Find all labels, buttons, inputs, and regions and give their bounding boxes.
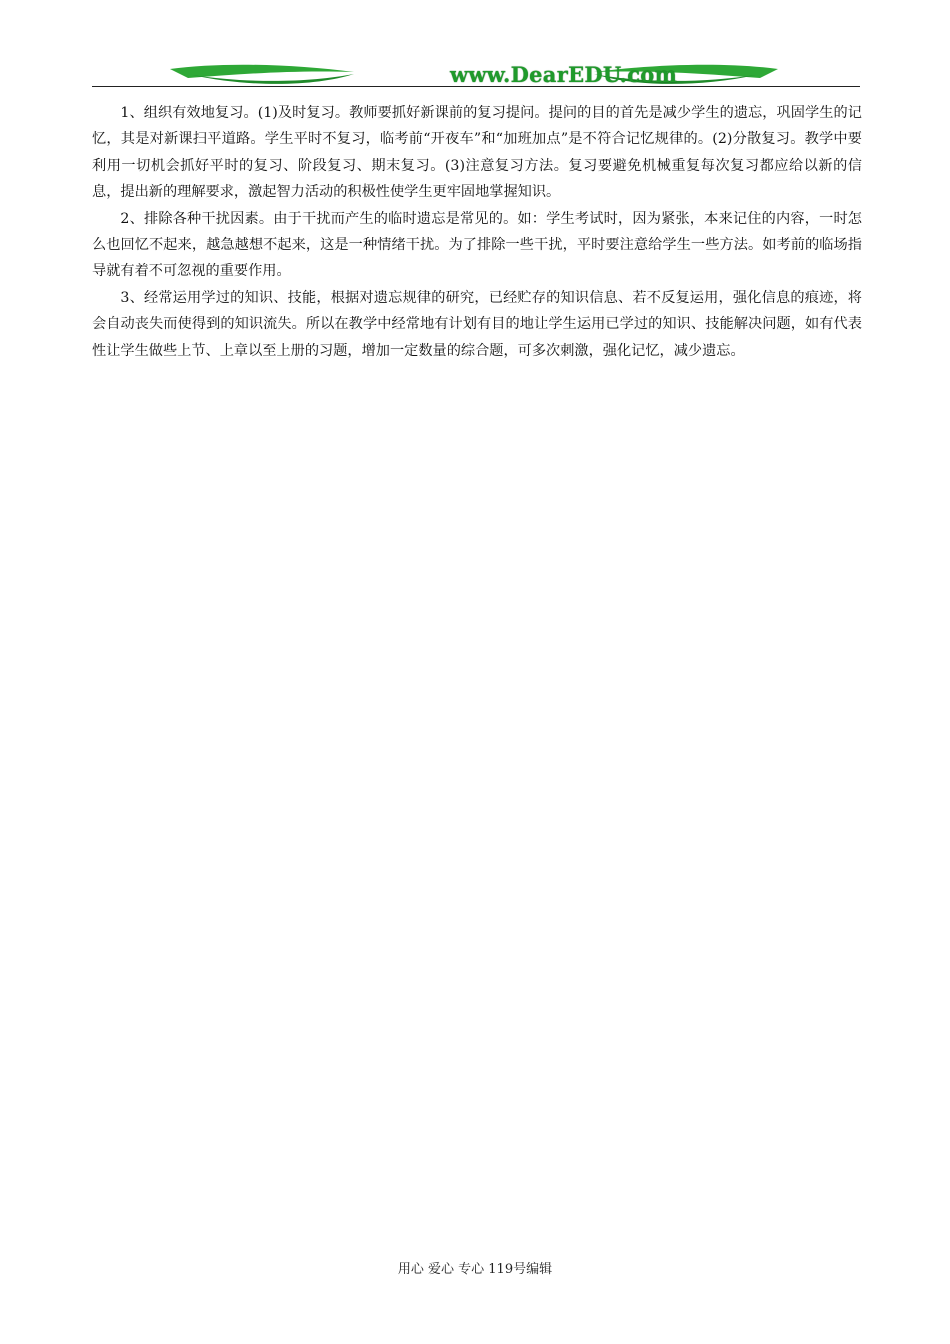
paragraph-1: 1、组织有效地复习。(1)及时复习。教师要抓好新课前的复习提问。提问的目的首先是减少学生的遗忘，巩固学生的记忆，其是对新课扫平道路。学生平时不复习，临考前“开夜车”和“加班加点”是不符合记忆规律的。(2)分散复习。教学中要利用一切机会抓好平时的复习、阶段复习、期末复习。(3)注意复习方法。复习要避免机械重复每次复习都应给以新的信息，提出新的理解要求，激起智力活动的积极性使学生更牢固地掌握知识。	[92, 105, 862, 201]
document-body	[92, 100, 862, 364]
page-footer: 用心 爱心 专心 119号编辑	[397, 1262, 553, 1277]
paragraph-2: 2、排除各种干扰因素。由于干扰而产生的临时遗忘是常见的。如：学生考试时，因为紧张，本来记住的内容，一时怎么也回忆不起来，越急越想不起来，这是一种情绪干扰。为了排除一些干扰，平时要注意给学生一些方法。如考前的临场指导就有着不可忽视的重要作用。	[92, 210, 862, 280]
paragraph-3: 3、经常运用学过的知识、技能，根据对遗忘规律的研究，已经贮存的知识信息、若不反复运用，强化信息的痕迹，将会自动丧失而使得到的知识流失。所以在教学中经常地有计划有目的地让学生运用已学过的知识、技能解决问题，如有代表性让学生做些上节、上章以至上册的习题，增加一定数量的综合题，可多次刺激，强化记忆，减少遗忘。	[92, 289, 862, 359]
site-logo[interactable]: www.DearEDU.com	[450, 62, 678, 87]
page-header	[92, 58, 860, 90]
header-rule	[92, 86, 860, 87]
